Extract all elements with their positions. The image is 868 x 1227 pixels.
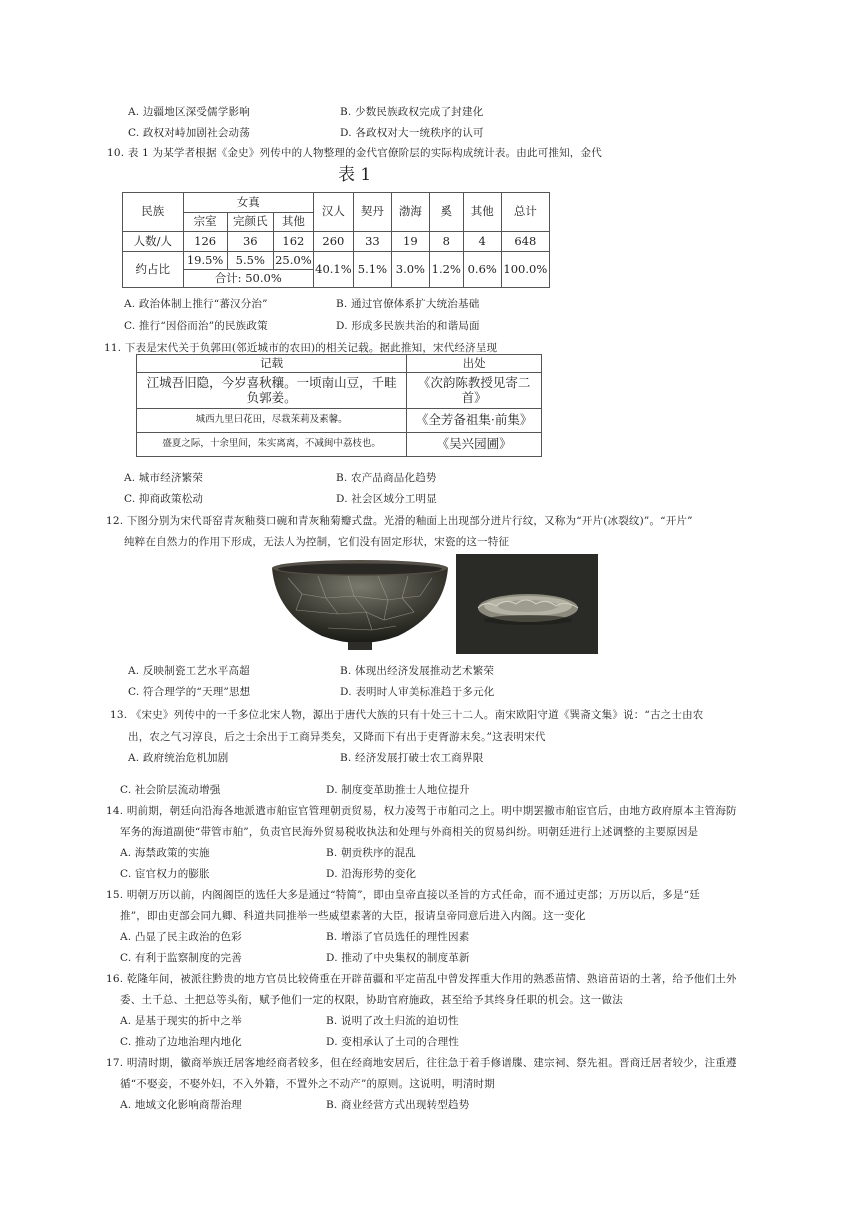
cell: 100.0% bbox=[501, 252, 549, 288]
q11-stem: 11. 下表是宋代关于负郭田(邻近城市的农田)的相关记载。据此推知，宋代经济呈现 bbox=[104, 342, 498, 354]
q10-option-d: D. 形成多民族共治的和谐局面 bbox=[336, 320, 480, 332]
q12-option-d: D. 表明时人审美标准趋于多元化 bbox=[340, 686, 495, 698]
q16-stem-line2: 委、土千总、土把总等头衔，赋予他们一定的权限，协助官府施政，甚至给予其终身任职的机会。这一做法 bbox=[120, 994, 623, 1006]
record-1: 江城吾旧隐，今岁喜秋穰。一顷南山豆，千畦负郭姜。 bbox=[137, 373, 407, 409]
record-2: 城西九里曰花田，尽栽茉莉及素馨。 bbox=[137, 409, 407, 433]
q12-option-c: C. 符合理学的“天理”思想 bbox=[128, 686, 251, 698]
r2-label: 约占比 bbox=[123, 252, 184, 288]
cell: 0.6% bbox=[463, 252, 501, 288]
source-3: 《吴兴园圃》 bbox=[407, 433, 542, 457]
q12-option-a: A. 反映制瓷工艺水平高超 bbox=[128, 665, 250, 677]
q14-option-d: D. 沿海形势的变化 bbox=[326, 868, 417, 880]
q13-option-a: A. 政府统治危机加剧 bbox=[128, 752, 229, 764]
cell: 4 bbox=[463, 232, 501, 252]
th-qidan: 契丹 bbox=[353, 193, 391, 232]
q17-stem-line2: 循“不娶妾，不娶外妇，不入外籍，不置外之不动产”的原则。这说明，明清时期 bbox=[120, 1078, 495, 1090]
q17-option-b: B. 商业经营方式出现转型趋势 bbox=[326, 1099, 470, 1111]
q13-stem-line1: 13. 《宋史》列传中的一千多位北宋人物，源出于唐代大族的只有十处三十二人。南宋欧阳守道《巽斋文集》说：“古之士由农 bbox=[110, 709, 704, 721]
cell: 36 bbox=[227, 232, 273, 252]
q10-table-title: 表 1 bbox=[338, 165, 372, 185]
r1-label: 人数/人 bbox=[123, 232, 184, 252]
cell: 3.0% bbox=[391, 252, 429, 288]
q13-option-c: C. 社会阶层流动增强 bbox=[120, 784, 221, 796]
q16-option-b: B. 说明了改土归流的迫切性 bbox=[326, 1015, 459, 1027]
th-han: 汉人 bbox=[313, 193, 353, 232]
cell: 5.1% bbox=[353, 252, 391, 288]
cell-sum: 合计: 50.0% bbox=[183, 270, 313, 288]
q17-stem-line1: 17. 明清时期，徽商举族迁居客地经商者较多，但在经商地安居后，往往急于着手修谱牒、建宗祠、祭先祖。晋商迁居者较少，注重遵 bbox=[106, 1057, 737, 1069]
q15-option-d: D. 推动了中央集权的制度革新 bbox=[326, 952, 470, 964]
q12-option-b: B. 体现出经济发展推动艺术繁荣 bbox=[340, 665, 495, 677]
q11-option-b: B. 农产品商品化趋势 bbox=[336, 472, 437, 484]
th-record: 记载 bbox=[137, 355, 407, 373]
q11-option-c: C. 抑商政策松动 bbox=[124, 493, 204, 505]
q13-option-b: B. 经济发展打破士农工商界限 bbox=[340, 752, 484, 764]
q9-option-d: D. 各政权对大一统秩序的认可 bbox=[340, 127, 484, 139]
source-1: 《次韵陈教授见寄二首》 bbox=[407, 373, 542, 409]
q15-option-b: B. 增添了官员选任的理性因素 bbox=[326, 931, 470, 943]
q16-stem-line1: 16. 乾隆年间，被派往黔贵的地方官员比较倚重在开辟苗疆和平定苗乱中曾发挥重大作用的熟悉苗情、熟谙苗语的土著，给予他们土外 bbox=[106, 973, 737, 985]
th-zongshi: 宗室 bbox=[183, 213, 227, 232]
cell: 260 bbox=[313, 232, 353, 252]
q9-option-b: B. 少数民族政权完成了封建化 bbox=[340, 106, 484, 118]
q11-option-a: A. 城市经济繁荣 bbox=[124, 472, 204, 484]
th-xi: 奚 bbox=[429, 193, 463, 232]
cell: 5.5% bbox=[227, 252, 273, 270]
q16-option-d: D. 变相承认了土司的合理性 bbox=[326, 1036, 460, 1048]
th-nvzhen: 女真 bbox=[183, 193, 313, 213]
cell: 1.2% bbox=[429, 252, 463, 288]
th-source: 出处 bbox=[407, 355, 542, 373]
q17-option-a: A. 地域文化影响商帮治理 bbox=[120, 1099, 242, 1111]
q16-option-c: C. 推动了边地治理内地化 bbox=[120, 1036, 242, 1048]
bowl-image bbox=[268, 554, 452, 654]
q13-stem-line2: 出，农之气习淳良，后之士余出于工商异类矣，又降而下有出于吏胥游末矣。”这表明宋代 bbox=[128, 731, 546, 743]
q12-stem-line1: 12. 下图分别为宋代哥窑青灰釉葵口碗和青灰釉菊瓣式盘。光滑的釉面上出现部分迸片行纹，又称为“开片(冰裂纹)”。“开片” bbox=[106, 515, 693, 527]
q10-stem: 10. 表 1 为某学者根据《金史》列传中的人物整理的金代官僚阶层的实际构成统计表。由此可推知，金代 bbox=[107, 147, 602, 159]
cell: 126 bbox=[183, 232, 227, 252]
th-bohai: 渤海 bbox=[391, 193, 429, 232]
q15-option-a: A. 凸显了民主政治的色彩 bbox=[120, 931, 242, 943]
plate-image bbox=[456, 554, 598, 654]
q9-option-c: C. 政权对峙加剧社会动荡 bbox=[128, 127, 250, 139]
q14-stem-line1: 14. 明前期，朝廷向沿海各地派遣市舶宦官管理朝贡贸易，权力凌驾于市舶司之上。明中期罢撤市舶宦官后，由地方政府原本主管海防 bbox=[106, 805, 737, 817]
q16-option-a: A. 是基于现实的折中之举 bbox=[120, 1015, 242, 1027]
q14-option-c: C. 宦官权力的膨胀 bbox=[120, 868, 210, 880]
th-qita2: 其他 bbox=[463, 193, 501, 232]
q10-option-c: C. 推行“因俗而治”的民族政策 bbox=[124, 320, 268, 332]
q10-option-a: A. 政治体制上推行“蕃汉分治” bbox=[124, 298, 268, 310]
q14-option-b: B. 朝贡秩序的混乱 bbox=[326, 847, 416, 859]
cell: 25.0% bbox=[273, 252, 313, 270]
q15-stem-line2: 推”，即由吏部会同九卿、科道共同推举一些威望素著的大臣，报请皇帝同意后进入内阁。这一变化 bbox=[120, 910, 586, 922]
th-total: 总计 bbox=[501, 193, 549, 232]
cell: 40.1% bbox=[313, 252, 353, 288]
q13-option-d: D. 制度变革助推士人地位提升 bbox=[326, 784, 470, 796]
th-wanyan: 完颜氏 bbox=[227, 213, 273, 232]
q11-table bbox=[136, 354, 542, 457]
record-3: 盛夏之际，十余里间，朱实离离，不减闽中荔枝也。 bbox=[137, 433, 407, 457]
cell: 162 bbox=[273, 232, 313, 252]
th-qita1: 其他 bbox=[273, 213, 313, 232]
q10-option-b: B. 通过官僚体系扩大统治基础 bbox=[336, 298, 480, 310]
q14-stem-line2: 军务的海道副使“带管市舶”，负责官民海外贸易税收执法和处理与外商相关的贸易纠纷。明朝廷进行上述调整的主要原因是 bbox=[120, 826, 699, 838]
q14-option-a: A. 海禁政策的实施 bbox=[120, 847, 210, 859]
q11-option-d: D. 社会区域分工明显 bbox=[336, 493, 437, 505]
q9-option-a: A. 边疆地区深受儒学影响 bbox=[128, 106, 250, 118]
cell: 648 bbox=[501, 232, 549, 252]
q10-table bbox=[122, 192, 550, 288]
cell: 8 bbox=[429, 232, 463, 252]
cell: 19.5% bbox=[183, 252, 227, 270]
th-minzu: 民族 bbox=[123, 193, 184, 232]
source-2: 《全芳备祖集·前集》 bbox=[407, 409, 542, 433]
q15-option-c: C. 有利于监察制度的完善 bbox=[120, 952, 242, 964]
cell: 19 bbox=[391, 232, 429, 252]
q15-stem-line1: 15. 明朝万历以前，内阁阁臣的选任大多是通过“特简”，即由皇帝直接以圣旨的方式任命，而不通过吏部；万历以后，多是“廷 bbox=[106, 889, 700, 901]
cell: 33 bbox=[353, 232, 391, 252]
q12-stem-line2: 纯粹在自然力的作用下形成，无法人为控制，它们没有固定形状，宋瓷的这一特征 bbox=[124, 536, 510, 548]
